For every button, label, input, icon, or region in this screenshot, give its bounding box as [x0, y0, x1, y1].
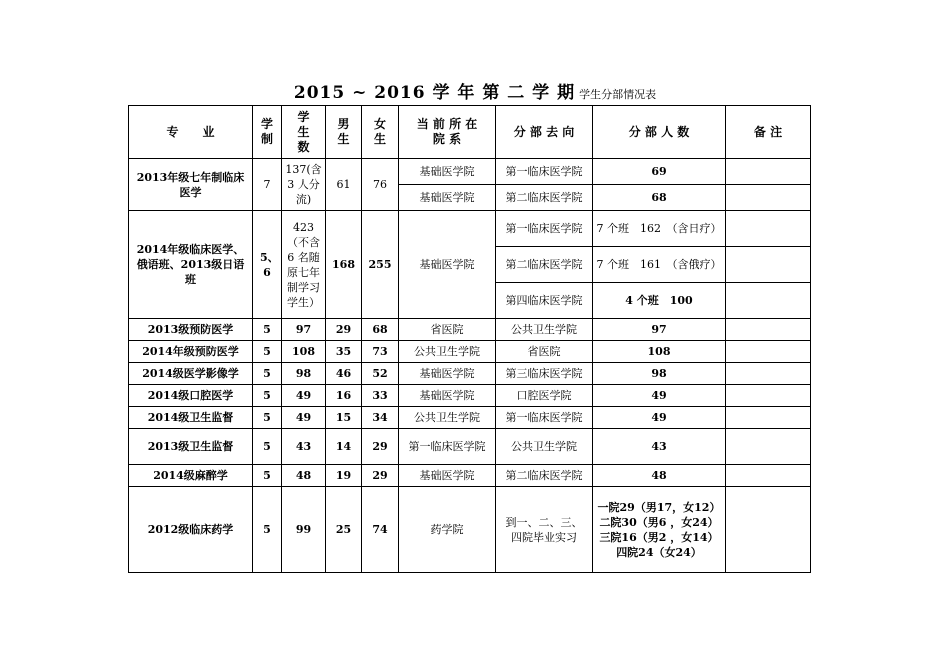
cell-male: 19: [326, 465, 362, 487]
cell-remark: [726, 185, 811, 211]
cell-remark: [726, 211, 811, 247]
cell-remark: [726, 385, 811, 407]
cell-count: 69: [593, 159, 726, 185]
cell-students: 49: [282, 407, 326, 429]
cell-remark: [726, 407, 811, 429]
table-row: [129, 211, 811, 247]
table-row: [129, 159, 811, 185]
header-major: 专 业: [129, 106, 253, 159]
cell-dest: 省医院: [496, 341, 593, 363]
cell-male: 61: [326, 159, 362, 211]
cell-years: 5: [253, 341, 282, 363]
cell-female: 255: [362, 211, 399, 319]
cell-school: 药学院: [399, 487, 496, 573]
cell-major: 2014级麻醉学: [129, 465, 253, 487]
cell-remark: [726, 363, 811, 385]
cell-count: 7 个班 161 （含俄疗）: [593, 247, 726, 283]
student-branch-table: [128, 105, 811, 573]
cell-female: 29: [362, 465, 399, 487]
cell-count: 7 个班 162 （含日疗）: [593, 211, 726, 247]
table-row: [129, 465, 811, 487]
cell-major: 2014级医学影像学: [129, 363, 253, 385]
cell-school: 公共卫生学院: [399, 407, 496, 429]
header-male: 男生: [326, 106, 362, 159]
cell-remark: [726, 487, 811, 573]
cell-students: 43: [282, 429, 326, 465]
cell-school: 基础医学院: [399, 211, 496, 319]
header-branch-to: 分 部 去 向: [496, 106, 593, 159]
cell-students: 423 （不含 6 名随原七年制学习学生）: [282, 211, 326, 319]
cell-dest: 第一临床医学院: [496, 211, 593, 247]
cell-years: 5: [253, 465, 282, 487]
cell-dest: 第三临床医学院: [496, 363, 593, 385]
cell-major: 2013级卫生监督: [129, 429, 253, 465]
cell-dest: 第一临床医学院: [496, 407, 593, 429]
cell-count: 49: [593, 407, 726, 429]
cell-dest: 口腔医学院: [496, 385, 593, 407]
cell-count: 49: [593, 385, 726, 407]
cell-dest: 第四临床医学院: [496, 283, 593, 319]
cell-remark: [726, 283, 811, 319]
cell-male: 15: [326, 407, 362, 429]
cell-years: 7: [253, 159, 282, 211]
cell-count: 43: [593, 429, 726, 465]
cell-years: 5: [253, 363, 282, 385]
header-female: 女生: [362, 106, 399, 159]
cell-male: 14: [326, 429, 362, 465]
header-years: 学制: [253, 106, 282, 159]
cell-school: 基础医学院: [399, 185, 496, 211]
table-row: [129, 429, 811, 465]
cell-male: 46: [326, 363, 362, 385]
cell-students: 49: [282, 385, 326, 407]
cell-dest: 第一临床医学院: [496, 159, 593, 185]
cell-students: 108: [282, 341, 326, 363]
cell-female: 76: [362, 159, 399, 211]
cell-female: 68: [362, 319, 399, 341]
cell-school: 公共卫生学院: [399, 341, 496, 363]
cell-female: 34: [362, 407, 399, 429]
cell-school: 基础医学院: [399, 363, 496, 385]
header-current-school: 当 前 所 在 院 系: [399, 106, 496, 159]
cell-remark: [726, 319, 811, 341]
cell-school: 基础医学院: [399, 465, 496, 487]
cell-count: 48: [593, 465, 726, 487]
cell-remark: [726, 465, 811, 487]
cell-school: 基础医学院: [399, 159, 496, 185]
cell-count: 98: [593, 363, 726, 385]
cell-count: 108: [593, 341, 726, 363]
cell-count: 一院29（男17，女12）二院30（男6 ，女24）三院16（男2 ，女14） 四院24（女24）: [593, 487, 726, 573]
table-row: [129, 363, 811, 385]
header-remark: 备 注: [726, 106, 811, 159]
cell-major: 2014年级预防医学: [129, 341, 253, 363]
cell-female: 29: [362, 429, 399, 465]
cell-years: 5: [253, 385, 282, 407]
cell-count: 4 个班 100: [593, 283, 726, 319]
cell-male: 35: [326, 341, 362, 363]
table-row: [129, 319, 811, 341]
cell-count: 68: [593, 185, 726, 211]
cell-dest: 第二临床医学院: [496, 247, 593, 283]
cell-years: 5: [253, 407, 282, 429]
cell-dest: 第二临床医学院: [496, 185, 593, 211]
cell-major: 2014级口腔医学: [129, 385, 253, 407]
cell-years: 5: [253, 319, 282, 341]
cell-dest: 第二临床医学院: [496, 465, 593, 487]
cell-major: 2012级临床药学: [129, 487, 253, 573]
header-students: 学生数: [282, 106, 326, 159]
cell-school: 第一临床医学院: [399, 429, 496, 465]
title-sub: 学生分部情况表: [579, 88, 657, 101]
table-row: [129, 407, 811, 429]
cell-students: 137(含 3 人分流): [282, 159, 326, 211]
table-row: [129, 385, 811, 407]
document-title: [0, 78, 950, 103]
cell-major: 2013年级七年制临床医学: [129, 159, 253, 211]
cell-remark: [726, 341, 811, 363]
cell-remark: [726, 247, 811, 283]
cell-remark: [726, 159, 811, 185]
cell-dest: 公共卫生学院: [496, 319, 593, 341]
title-main: 2015 ~ 2016 学 年 第 二 学 期: [293, 83, 576, 103]
cell-count: 97: [593, 319, 726, 341]
cell-students: 48: [282, 465, 326, 487]
cell-male: 168: [326, 211, 362, 319]
table-row: [129, 341, 811, 363]
cell-female: 74: [362, 487, 399, 573]
cell-male: 29: [326, 319, 362, 341]
cell-years: 5: [253, 429, 282, 465]
cell-remark: [726, 429, 811, 465]
cell-male: 25: [326, 487, 362, 573]
cell-major: 2014级卫生监督: [129, 407, 253, 429]
cell-female: 52: [362, 363, 399, 385]
table-row: [129, 487, 811, 573]
cell-male: 16: [326, 385, 362, 407]
cell-major: 2013级预防医学: [129, 319, 253, 341]
cell-students: 97: [282, 319, 326, 341]
cell-female: 73: [362, 341, 399, 363]
cell-female: 33: [362, 385, 399, 407]
cell-students: 98: [282, 363, 326, 385]
cell-school: 省医院: [399, 319, 496, 341]
cell-dest: 公共卫生学院: [496, 429, 593, 465]
header-row: [129, 106, 811, 159]
cell-school: 基础医学院: [399, 385, 496, 407]
cell-students: 99: [282, 487, 326, 573]
cell-years: 5: [253, 487, 282, 573]
header-branch-count: 分 部 人 数: [593, 106, 726, 159]
cell-years: 5、6: [253, 211, 282, 319]
cell-major: 2014年级临床医学、俄语班、2013级日语班: [129, 211, 253, 319]
cell-dest: 到一、二、三、四院毕业实习: [496, 487, 593, 573]
